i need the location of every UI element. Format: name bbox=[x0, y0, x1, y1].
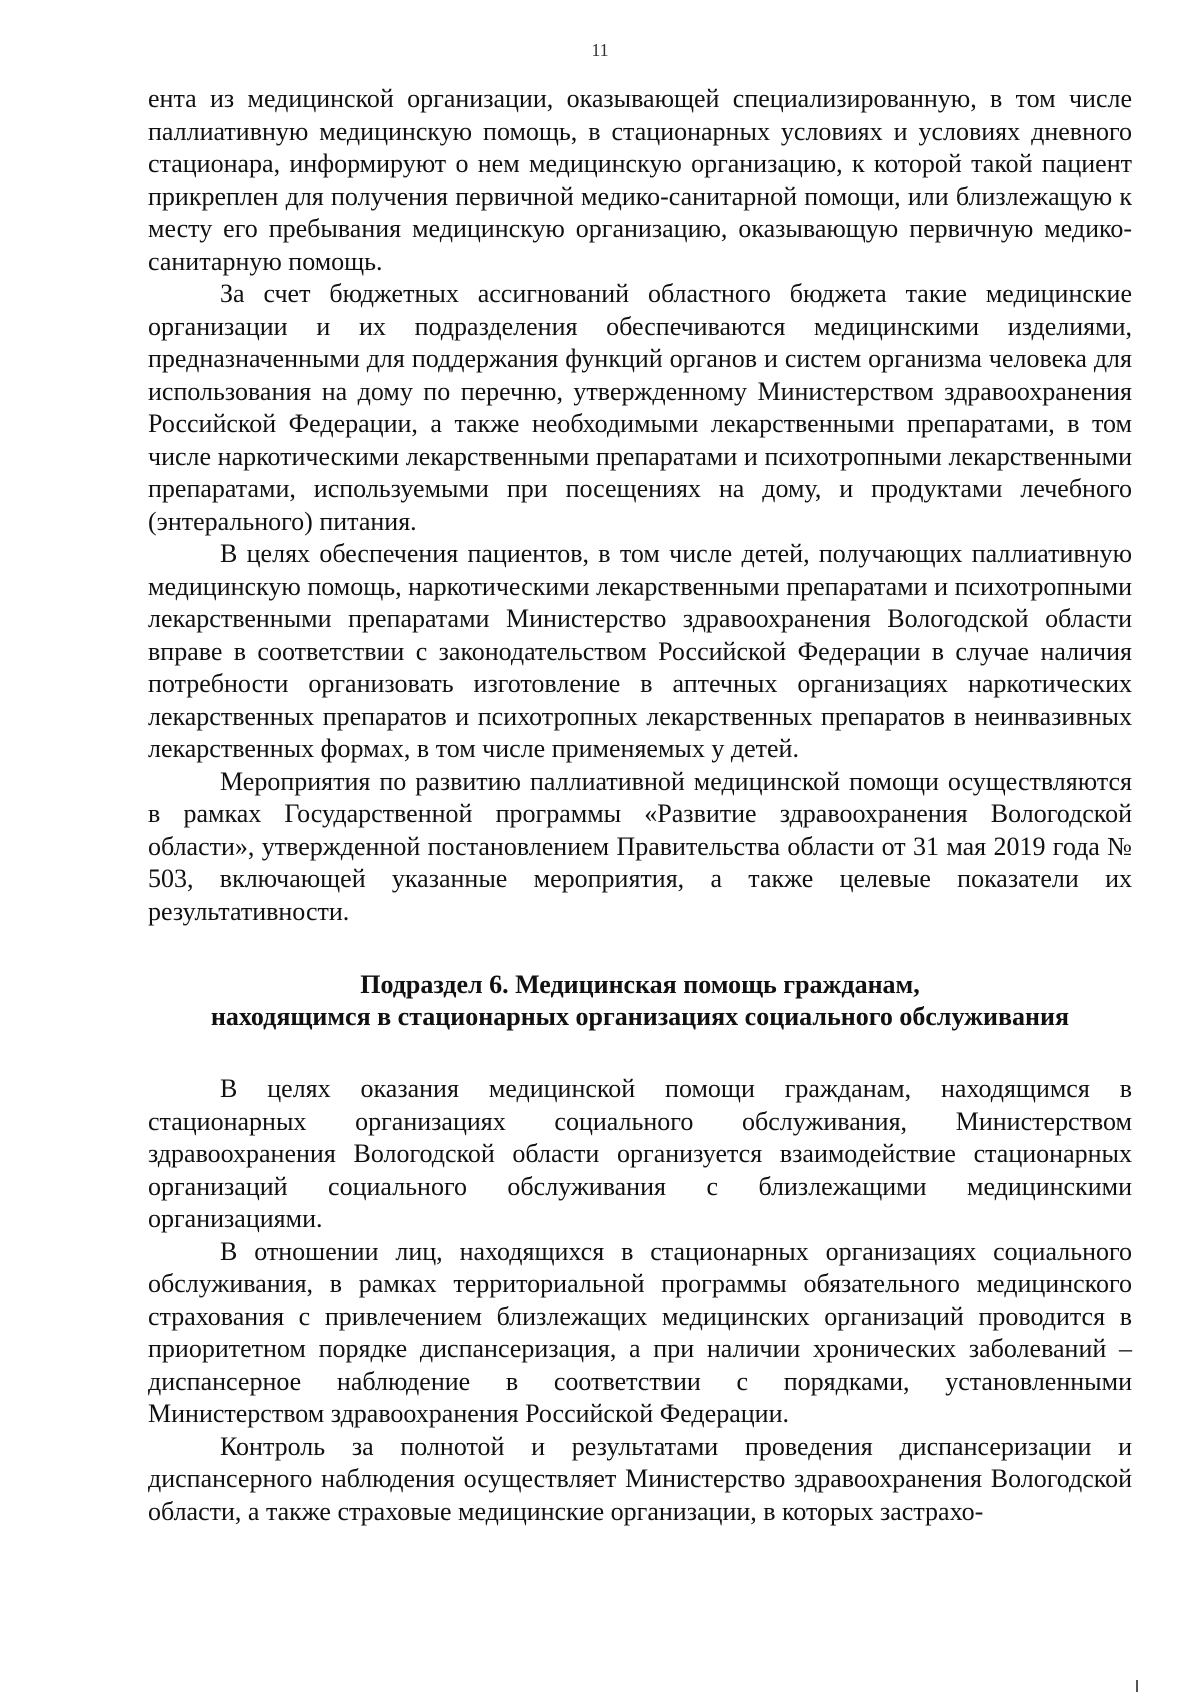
paragraphs-after-heading bbox=[148, 1073, 1132, 1528]
section-heading bbox=[148, 969, 1132, 1033]
paragraphs-before-heading bbox=[148, 83, 1132, 928]
paragraph: За счет бюджетных ассигнований областного бюджета такие медицинские организации и их подразделения обеспечиваются медицинскими изделиями, предназначенными для поддержания функций органов и систем организма человека для использования на дому по перечню, утвержденному Министерством здравоохранения Российской Федерации, а также необходимыми лекарственными препаратами, в том числе наркотическими лекарственными препаратами и психотропными лекарственными препаратами, используемыми при посещениях на дому, и продуктами лечебного (энтерального) питания. bbox=[148, 279, 1132, 536]
page-number: 11 bbox=[591, 40, 609, 60]
section-heading-line-2: находящимся в стационарных организациях социального обслуживания bbox=[210, 1002, 1070, 1031]
paragraph: В целях обеспечения пациентов, в том числе детей, получающих паллиативную медицинскую помощь, наркотическими лекарственными препаратами и психотропными лекарственными препаратами Министерство здравоохранения Вологодской области вправе в соответствии с законодательством Российской Федерации в случае наличия потребности организовать изготовление в аптечных организациях наркотических лекарственных препаратов и психотропных лекарственных препаратов в неинвазивных лекарственных формах, в том числе применяемых у детей. bbox=[148, 539, 1132, 763]
section-heading-line-1: Подраздел 6. Медицинская помощь гражданам, bbox=[360, 970, 920, 999]
document-body bbox=[148, 83, 1132, 1528]
paragraph: В отношении лиц, находящихся в стационарных организациях социального обслуживания, в рамках территориальной программы обязательного медицинского страхования с привлечением близлежащих медицинских организаций проводится в приоритетном порядке диспансеризация, а при наличии хронических заболеваний – диспансерное наблюдение в соответствии с порядками, установленными Министерством здравоохранения Российской Федерации. bbox=[148, 1236, 1132, 1428]
paragraph: ента из медицинской организации, оказывающей специализированную, в том числе паллиативную медицинскую помощь, в стационарных условиях и условиях дневного стационара, информируют о нем медицинскую организацию, к которой такой пациент прикреплен для получения первичной медико-санитарной помощи, или близлежащую к месту его пребывания медицинскую организацию, оказывающую первичную медико-санитарную помощь. bbox=[148, 84, 1132, 276]
paragraph: Мероприятия по развитию паллиативной медицинской помощи осуществляются в рамках Государственной программы «Развитие здравоохранения Вологодской области», утвержденной постановлением Правительства области от 31 мая 2019 года № 503, включающей указанные мероприятия, а также целевые показатели их результативности. bbox=[148, 766, 1132, 926]
scan-artifact-mark bbox=[1136, 1680, 1138, 1692]
paragraph: В целях оказания медицинской помощи гражданам, находящимся в стационарных организациях социального обслуживания, Министерством здравоохранения Вологодской области организуется взаимодействие стационарных организаций социального обслуживания с близлежащими медицинскими организациями. bbox=[148, 1074, 1132, 1233]
paragraph: Контроль за полнотой и результатами проведения диспансеризации и диспансерного наблюдения осуществляет Министерство здравоохранения Вологодской области, а также страховые медицинские организации, в которых застрахо- bbox=[148, 1431, 1132, 1526]
